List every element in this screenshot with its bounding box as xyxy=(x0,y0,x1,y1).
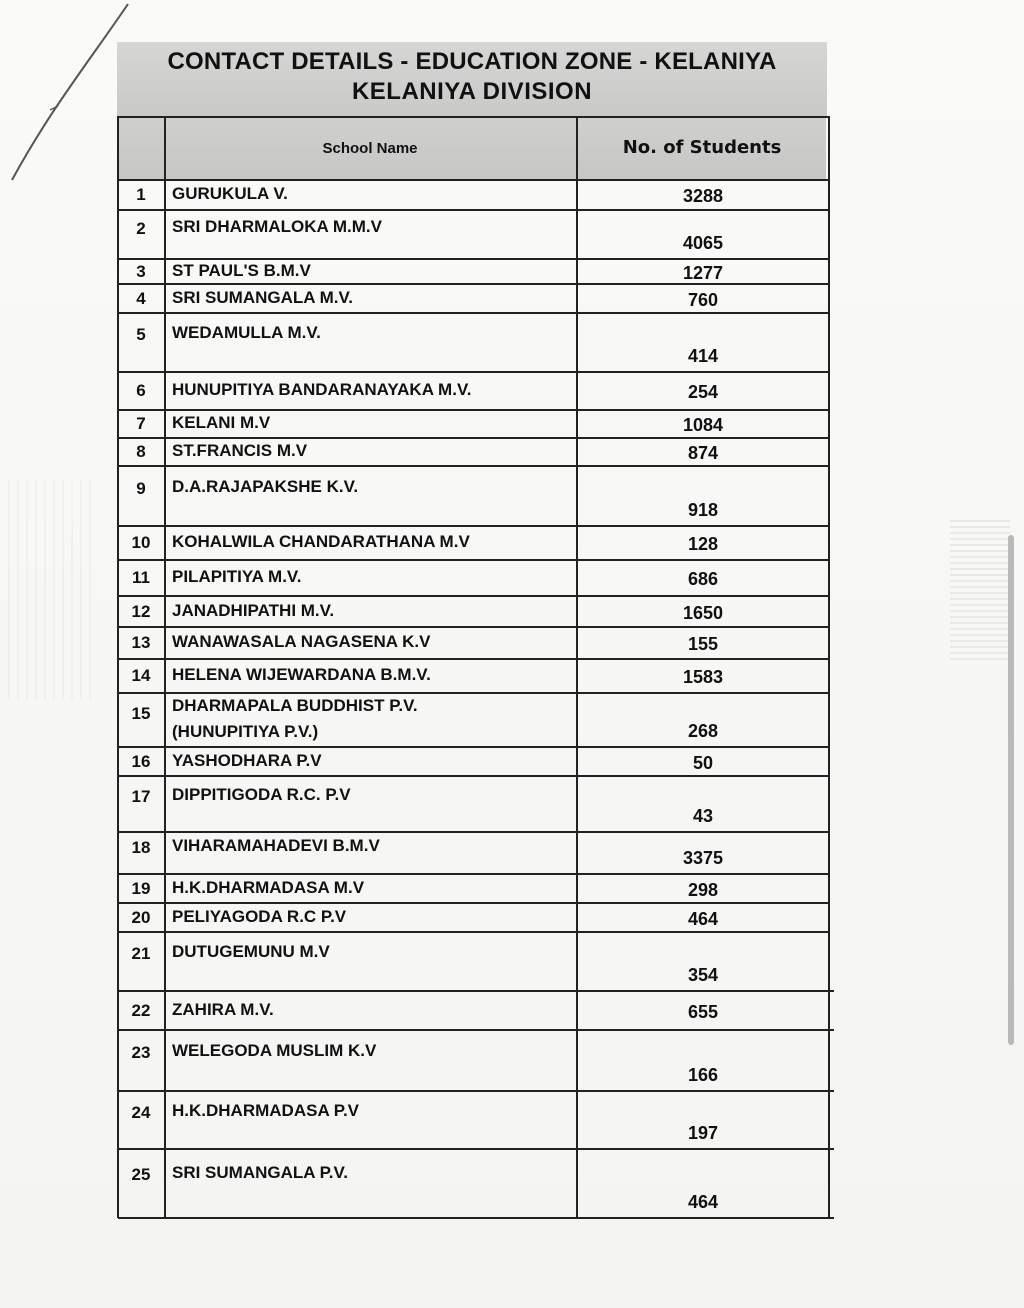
row-number: 17 xyxy=(131,787,151,806)
row-number: 15 xyxy=(131,704,151,723)
table-row-border xyxy=(118,902,828,904)
school-name: SRI SUMANGALA P.V. xyxy=(172,1163,349,1182)
row-number: 1 xyxy=(136,185,146,204)
row-number: 5 xyxy=(136,325,146,344)
row-number: 4 xyxy=(136,289,146,308)
student-count: 874 xyxy=(687,443,719,463)
student-count: 1084 xyxy=(682,415,724,435)
school-name: DIPPITIGODA R.C. P.V xyxy=(172,785,351,804)
table-row-border xyxy=(118,1148,834,1150)
table-row-border xyxy=(118,746,828,748)
student-count: 1650 xyxy=(682,603,724,623)
school-name: VIHARAMAHADEVI B.M.V xyxy=(172,836,380,855)
row-number: 20 xyxy=(131,908,151,927)
table-right-border xyxy=(828,116,830,1218)
table-row-border xyxy=(118,831,828,833)
table-row-border xyxy=(118,595,828,597)
row-number: 18 xyxy=(131,838,151,857)
school-name: WEDAMULLA M.V. xyxy=(172,323,321,342)
table-row-border xyxy=(118,1217,834,1219)
row-number: 23 xyxy=(131,1043,151,1062)
school-name: HUNUPITIYA BANDARANAYAKA M.V. xyxy=(172,380,472,399)
row-number: 7 xyxy=(136,414,146,433)
student-count: 128 xyxy=(687,534,719,554)
student-count: 268 xyxy=(687,721,719,741)
row-number: 22 xyxy=(131,1001,151,1020)
table-top-border xyxy=(118,116,828,118)
column-header-no-of-students: No. of Students xyxy=(622,137,782,158)
school-name: WELEGODA MUSLIM K.V xyxy=(172,1041,377,1060)
student-count: 464 xyxy=(687,909,719,929)
school-name: DUTUGEMUNU M.V xyxy=(172,942,330,961)
school-name: YASHODHARA P.V xyxy=(172,751,322,770)
document-title: CONTACT DETAILS - EDUCATION ZONE - KELANIYA xyxy=(167,48,777,75)
table-row-border xyxy=(118,658,828,660)
row-number: 2 xyxy=(136,219,146,238)
table-row-border xyxy=(118,409,828,411)
student-count: 50 xyxy=(692,753,714,773)
table-row-border xyxy=(118,179,828,181)
school-name: DHARMAPALA BUDDHIST P.V. xyxy=(172,696,418,715)
student-count: 655 xyxy=(687,1002,719,1022)
school-name: KELANI M.V xyxy=(172,413,271,432)
row-number: 8 xyxy=(136,442,146,461)
row-number: 16 xyxy=(131,752,151,771)
document-subtitle: KELANIYA DIVISION xyxy=(351,78,593,105)
school-name: WANAWASALA NAGASENA K.V xyxy=(172,632,431,651)
row-number: 21 xyxy=(131,944,151,963)
school-name: HELENA WIJEWARDANA B.M.V. xyxy=(172,665,431,684)
student-count: 3288 xyxy=(682,186,724,206)
school-name-line2: (HUNUPITIYA P.V.) xyxy=(172,722,319,741)
table-row-border xyxy=(118,1090,834,1092)
table-row-border xyxy=(118,525,828,527)
column-divider-number xyxy=(164,116,166,1218)
student-count: 760 xyxy=(687,290,719,310)
student-count: 4065 xyxy=(682,233,724,253)
row-number: 9 xyxy=(136,479,146,498)
school-name: H.K.DHARMADASA M.V xyxy=(172,878,365,897)
row-number: 19 xyxy=(131,879,151,898)
school-name: H.K.DHARMADASA P.V xyxy=(172,1101,360,1120)
table-row-border xyxy=(118,559,828,561)
student-count: 414 xyxy=(687,346,719,366)
student-count: 464 xyxy=(687,1192,719,1212)
school-name: PILAPITIYA M.V. xyxy=(172,567,302,586)
student-count: 686 xyxy=(687,569,719,589)
table-row-border xyxy=(118,465,828,467)
row-number: 14 xyxy=(131,666,151,685)
row-number: 25 xyxy=(131,1165,151,1184)
student-count: 254 xyxy=(687,382,719,402)
table-row-border xyxy=(118,775,828,777)
school-name: SRI DHARMALOKA M.M.V xyxy=(172,217,382,236)
column-header-school-name: School Name xyxy=(322,140,418,157)
school-name: D.A.RAJAPAKSHE K.V. xyxy=(172,477,359,496)
table-row-border xyxy=(118,209,828,211)
school-name: ST.FRANCIS M.V xyxy=(172,441,308,460)
school-name: JANADHIPATHI M.V. xyxy=(172,601,335,620)
table-row-border xyxy=(118,990,834,992)
school-name: ZAHIRA M.V. xyxy=(172,1000,274,1019)
table-row-border xyxy=(118,258,828,260)
row-number: 24 xyxy=(131,1103,151,1122)
student-count: 1583 xyxy=(682,667,724,687)
row-number: 6 xyxy=(136,381,146,400)
school-name: PELIYAGODA R.C P.V xyxy=(172,907,347,926)
student-count: 1277 xyxy=(682,263,724,283)
school-name: GURUKULA V. xyxy=(172,184,288,203)
student-count: 3375 xyxy=(682,848,724,868)
row-number: 11 xyxy=(132,568,150,587)
table-row-border xyxy=(118,692,828,694)
table-row-border xyxy=(118,283,828,285)
student-count: 197 xyxy=(687,1123,719,1143)
table-row-border xyxy=(118,437,828,439)
school-name: ST PAUL'S B.M.V xyxy=(172,261,311,280)
student-count: 354 xyxy=(687,965,719,985)
row-number: 3 xyxy=(136,262,146,281)
student-count: 918 xyxy=(687,500,719,520)
student-count: 298 xyxy=(687,880,719,900)
student-count: 155 xyxy=(687,634,719,654)
student-count: 43 xyxy=(692,806,714,826)
row-number: 12 xyxy=(131,602,151,621)
table-left-border xyxy=(117,116,119,1218)
row-number: 13 xyxy=(131,633,151,652)
table-row-border xyxy=(118,312,828,314)
table-row-border xyxy=(118,931,828,933)
school-name: SRI SUMANGALA M.V. xyxy=(172,288,354,307)
table-row-border xyxy=(118,1029,834,1031)
table-row-border xyxy=(118,873,828,875)
table-row-border xyxy=(118,371,828,373)
table-row-border xyxy=(118,626,828,628)
row-number: 10 xyxy=(131,533,151,552)
student-count: 166 xyxy=(687,1065,719,1085)
school-name: KOHALWILA CHANDARATHANA M.V xyxy=(172,532,470,551)
